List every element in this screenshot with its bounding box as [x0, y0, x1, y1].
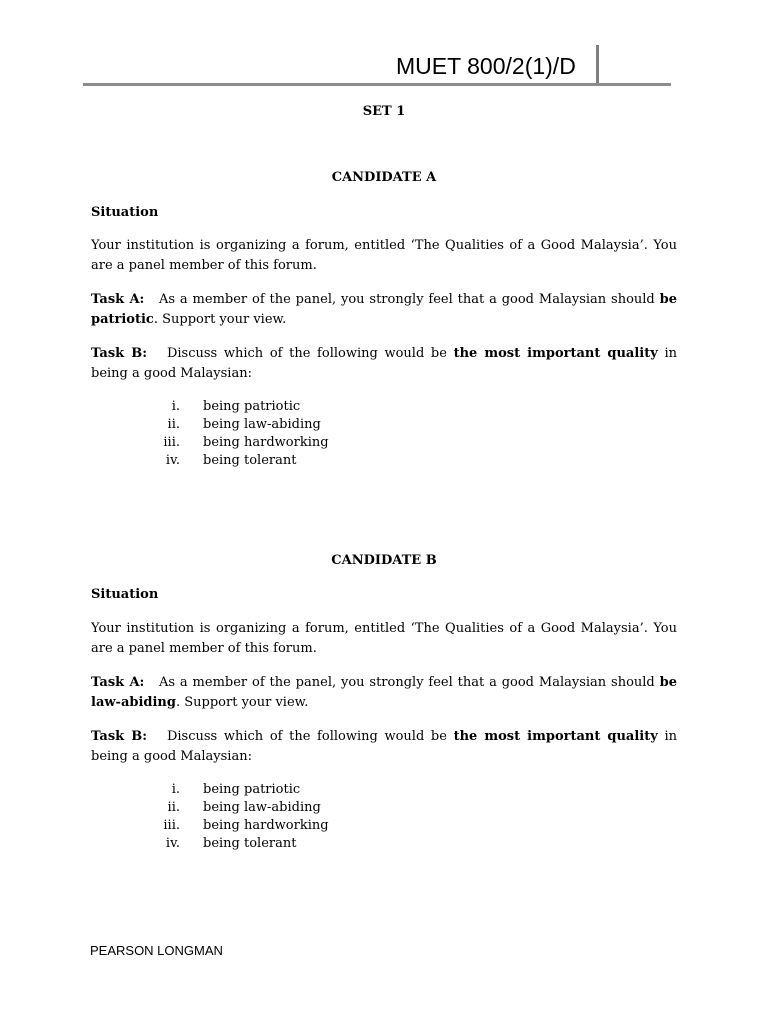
candidate-b-task-b-label: Task B:: [91, 729, 148, 744]
list-item-text: being law-abiding: [203, 417, 321, 432]
candidate-b-title: CANDIDATE B: [331, 553, 437, 568]
list-item-number: ii.: [167, 417, 180, 432]
list-item-text: being patriotic: [203, 782, 301, 797]
candidate-b-options: [150, 781, 450, 853]
candidate-a-situation-text: Your institution is organizing a forum, entitled ‘The Qualities of a Good Malaysia’. You are a panel member of this forum.: [91, 238, 677, 273]
candidate-a-task-a-text: As a member of the panel, you strongly feel that a good Malaysian should: [158, 292, 655, 307]
candidate-b-situation-text: Your institution is organizing a forum, entitled ‘The Qualities of a Good Malaysia’. You are a panel member of this forum.: [91, 621, 677, 656]
list-item-number: i.: [171, 399, 180, 414]
list-item: [150, 398, 450, 416]
list-item-number: iv.: [165, 453, 180, 468]
list-item-text: being hardworking: [203, 435, 329, 450]
candidate-a-title: CANDIDATE A: [331, 170, 437, 185]
list-item-number: i.: [171, 782, 180, 797]
list-item-text: being patriotic: [203, 399, 301, 414]
candidate-b-task-a-tail: . Support your view.: [175, 695, 309, 710]
candidate-b-task-a-label: Task A:: [91, 675, 145, 690]
list-item-text: being law-abiding: [203, 800, 321, 815]
candidate-b-task-a: [91, 673, 677, 713]
header-vertical-bar: [596, 45, 599, 84]
candidate-a-task-b-tail: in being a good Malaysian:: [91, 346, 677, 381]
candidate-b-task-b: [91, 727, 677, 767]
list-item: [150, 781, 450, 799]
list-item: [150, 817, 450, 835]
publisher-footer: PEARSON LONGMAN: [90, 943, 223, 958]
header-rule: [83, 83, 671, 86]
list-item-text: being hardworking: [203, 818, 329, 833]
list-item-number: iii.: [163, 435, 180, 450]
list-item-number: ii.: [167, 800, 180, 815]
candidate-a-task-a-tail: . Support your view.: [153, 312, 287, 327]
list-item: [150, 434, 450, 452]
candidate-a-task-b-bold: the most important quality: [453, 346, 658, 361]
candidate-a-task-a: [91, 290, 677, 330]
candidate-a-options: [150, 398, 450, 470]
list-item: [150, 799, 450, 817]
candidate-b-task-a-bold: be law-abiding: [91, 675, 678, 710]
exam-code: MUET 800/2(1)/D: [396, 53, 576, 79]
list-item: [150, 452, 450, 470]
candidate-a-task-b: [91, 344, 677, 384]
list-item-number: iv.: [165, 836, 180, 851]
list-item-text: being tolerant: [203, 453, 297, 468]
candidate-a-task-b-label: Task B:: [91, 346, 148, 361]
list-item-number: iii.: [163, 818, 180, 833]
candidate-a-task-a-bold: be patriotic: [91, 292, 678, 327]
list-item-text: being tolerant: [203, 836, 297, 851]
candidate-b-task-b-text: Discuss which of the following would be: [166, 729, 447, 744]
list-item: [150, 416, 450, 434]
candidate-a-task-b-text: Discuss which of the following would be: [166, 346, 447, 361]
candidate-b-task-a-text: As a member of the panel, you strongly feel that a good Malaysian should: [158, 675, 655, 690]
candidate-a-situation-label: Situation: [91, 205, 159, 220]
candidate-b-situation-label: Situation: [91, 587, 159, 602]
list-item: [150, 835, 450, 853]
set-title: SET 1: [362, 104, 406, 119]
candidate-a-task-a-label: Task A:: [91, 292, 145, 307]
candidate-b-task-b-bold: the most important quality: [453, 729, 658, 744]
candidate-b-task-b-tail: in being a good Malaysian:: [91, 729, 677, 764]
